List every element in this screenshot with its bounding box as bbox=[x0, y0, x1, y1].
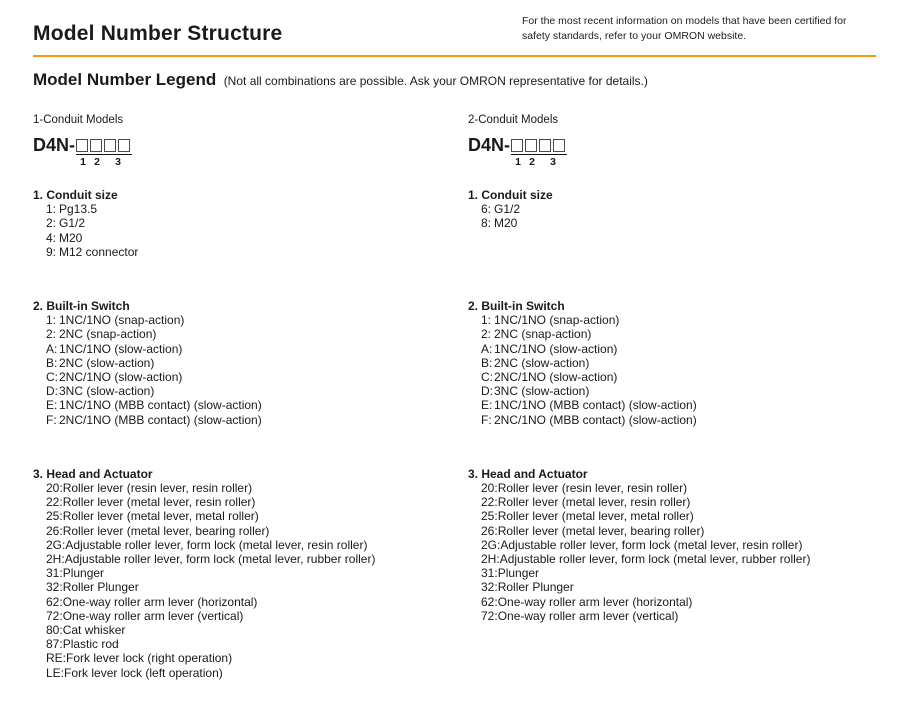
legend-item bbox=[468, 538, 876, 552]
item-desc: 1NC/1NO (slow-action) bbox=[59, 341, 183, 356]
section-title: 3. Head and Actuator bbox=[468, 466, 588, 481]
legend-item bbox=[33, 637, 468, 651]
item-desc: 3NC (slow-action) bbox=[59, 384, 155, 399]
model-block bbox=[468, 114, 876, 168]
page-header bbox=[33, 12, 876, 57]
item-code: RE: bbox=[46, 651, 67, 666]
item-desc: Adjustable roller lever, form lock (metal lever, rubber roller) bbox=[499, 552, 811, 567]
item-code: 62: bbox=[481, 594, 498, 609]
item-desc: Roller lever (metal lever, metal roller) bbox=[497, 509, 694, 524]
item-desc: Roller lever (metal lever, resin roller) bbox=[62, 495, 256, 510]
item-code: 32: bbox=[46, 580, 63, 595]
model-block bbox=[33, 114, 468, 168]
item-desc: 2NC (snap-action) bbox=[494, 327, 592, 342]
item-desc: Roller lever (metal lever, bearing roller) bbox=[497, 523, 705, 538]
page-title: Model Number Structure bbox=[33, 22, 283, 45]
item-code: 2: bbox=[481, 327, 492, 342]
legend-section-3 bbox=[468, 467, 876, 680]
item-desc: 2NC (snap-action) bbox=[59, 327, 157, 342]
legend-item bbox=[468, 595, 876, 609]
legend-item bbox=[33, 481, 468, 495]
item-code: 2H: bbox=[46, 552, 65, 567]
item-desc: Plunger bbox=[62, 566, 105, 581]
legend-item bbox=[33, 524, 468, 538]
legend-heading bbox=[33, 70, 876, 90]
item-code: 8: bbox=[481, 216, 492, 231]
item-code: A: bbox=[46, 341, 58, 356]
legend-section-3 bbox=[33, 467, 468, 680]
item-desc: Cat whisker bbox=[62, 623, 126, 638]
legend-item bbox=[33, 313, 468, 327]
legend-item bbox=[33, 509, 468, 523]
legend-item bbox=[33, 552, 468, 566]
item-code: 62: bbox=[46, 594, 63, 609]
item-code: 26: bbox=[46, 523, 63, 538]
model-digit-labels bbox=[76, 156, 132, 168]
item-code: 20: bbox=[481, 481, 498, 496]
model-type-label: 1-Conduit Models bbox=[33, 114, 124, 126]
header-note: For the most recent information on models that have been certified for safety standards, refer to your OMRON website. bbox=[522, 15, 847, 42]
model-digit-box bbox=[553, 139, 565, 152]
legend-item bbox=[468, 609, 876, 623]
legend-item bbox=[468, 481, 876, 495]
item-desc: Fork lever lock (left operation) bbox=[64, 665, 223, 680]
model-digit-box bbox=[76, 139, 88, 152]
item-code: 22: bbox=[46, 495, 63, 510]
item-desc: 2NC/1NO (MBB contact) (slow-action) bbox=[59, 412, 262, 427]
model-prefix: D4N- bbox=[468, 135, 511, 155]
legend-section-1 bbox=[33, 188, 468, 259]
item-code: 4: bbox=[46, 230, 57, 245]
legend-item bbox=[33, 231, 468, 245]
item-code: 1: bbox=[46, 202, 57, 217]
item-desc: Roller lever (resin lever, resin roller) bbox=[497, 481, 688, 496]
item-code: 31: bbox=[46, 566, 63, 581]
section-title: 1. Conduit size bbox=[33, 188, 118, 202]
item-desc: 1NC/1NO (MBB contact) (slow-action) bbox=[494, 398, 697, 413]
legend-item bbox=[33, 595, 468, 609]
item-desc: G1/2 bbox=[59, 216, 86, 231]
item-code: B: bbox=[46, 355, 58, 370]
item-desc: One-way roller arm lever (vertical) bbox=[62, 608, 244, 623]
legend-item bbox=[33, 666, 468, 680]
item-code: 25: bbox=[481, 509, 498, 524]
item-desc: 3NC (slow-action) bbox=[494, 384, 590, 399]
model-digit-boxes bbox=[511, 139, 567, 155]
diagram-spacer bbox=[33, 167, 76, 168]
diagram-spacer bbox=[468, 167, 511, 168]
item-desc: M12 connector bbox=[59, 244, 139, 259]
legend-item bbox=[33, 245, 468, 259]
legend-item bbox=[468, 552, 876, 566]
legend-item bbox=[468, 495, 876, 509]
item-desc: Adjustable roller lever, form lock (metal lever, resin roller) bbox=[65, 537, 368, 552]
item-desc: 1NC/1NO (MBB contact) (slow-action) bbox=[59, 398, 262, 413]
item-desc: 2NC/1NO (slow-action) bbox=[59, 370, 183, 385]
legend-item bbox=[468, 342, 876, 356]
item-desc: Adjustable roller lever, form lock (metal lever, resin roller) bbox=[500, 537, 803, 552]
section-title: 1. Conduit size bbox=[468, 188, 553, 202]
item-desc: M20 bbox=[59, 230, 83, 245]
item-desc: Adjustable roller lever, form lock (metal lever, rubber roller) bbox=[64, 552, 376, 567]
legend-item bbox=[468, 370, 876, 384]
item-desc: 1NC/1NO (snap-action) bbox=[494, 313, 620, 328]
legend-item bbox=[468, 524, 876, 538]
legend-item bbox=[33, 623, 468, 637]
item-code: 2G: bbox=[46, 537, 66, 552]
item-desc: Plunger bbox=[497, 566, 540, 581]
item-desc: One-way roller arm lever (horizontal) bbox=[497, 594, 693, 609]
item-desc: Roller Plunger bbox=[62, 580, 139, 595]
legend-item bbox=[468, 216, 876, 230]
item-desc: Roller lever (metal lever, metal roller) bbox=[62, 509, 259, 524]
item-code: 2: bbox=[46, 216, 57, 231]
model-number-diagram bbox=[468, 135, 567, 168]
legend-item bbox=[468, 566, 876, 580]
model-digit-boxes bbox=[76, 139, 132, 155]
legend-item bbox=[33, 413, 468, 427]
item-code: A: bbox=[481, 341, 493, 356]
legend-title: Model Number Legend bbox=[33, 70, 217, 89]
legend-item bbox=[468, 202, 876, 216]
model-digit-labels bbox=[511, 156, 567, 168]
item-desc: Pg13.5 bbox=[59, 202, 98, 217]
item-desc: One-way roller arm lever (vertical) bbox=[497, 608, 679, 623]
item-code: 22: bbox=[481, 495, 498, 510]
legend-item bbox=[33, 538, 468, 552]
item-code: E: bbox=[46, 398, 58, 413]
legend-section-2 bbox=[33, 299, 468, 427]
digit-label: 2 bbox=[529, 156, 535, 168]
section-title: 2. Built-in Switch bbox=[468, 299, 565, 314]
item-code: 31: bbox=[481, 566, 498, 581]
model-digit-box bbox=[118, 139, 130, 152]
item-desc: 2NC/1NO (MBB contact) (slow-action) bbox=[494, 412, 697, 427]
legend-subtitle: (Not all combinations are possible. Ask your OMRON representative for details.) bbox=[223, 74, 648, 88]
item-desc: 2NC/1NO (slow-action) bbox=[494, 370, 618, 385]
item-code: C: bbox=[481, 370, 493, 385]
item-code: F: bbox=[481, 412, 492, 427]
legend-item bbox=[33, 216, 468, 230]
legend-item bbox=[468, 398, 876, 412]
digit-label: 3 bbox=[550, 156, 556, 168]
legend-item bbox=[33, 356, 468, 370]
item-code: F: bbox=[46, 412, 57, 427]
item-code: 1: bbox=[46, 313, 57, 328]
legend-item bbox=[468, 580, 876, 594]
model-number-diagram bbox=[33, 135, 132, 168]
legend-item bbox=[33, 651, 468, 665]
item-code: D: bbox=[46, 384, 58, 399]
item-desc: G1/2 bbox=[494, 202, 521, 217]
model-digit-box bbox=[90, 139, 102, 152]
legend-section-1 bbox=[468, 188, 876, 259]
digit-label: 1 bbox=[80, 156, 86, 168]
digit-label: 1 bbox=[515, 156, 521, 168]
legend-item bbox=[33, 342, 468, 356]
digit-label: 2 bbox=[94, 156, 100, 168]
legend-item bbox=[468, 356, 876, 370]
model-digit-box bbox=[511, 139, 523, 152]
item-code: 72: bbox=[46, 608, 63, 623]
legend-item bbox=[33, 566, 468, 580]
legend-section-2 bbox=[468, 299, 876, 427]
item-code: 2G: bbox=[481, 537, 501, 552]
legend-item bbox=[33, 495, 468, 509]
legend-item bbox=[33, 327, 468, 341]
section-title: 2. Built-in Switch bbox=[33, 299, 130, 314]
item-code: 6: bbox=[481, 202, 492, 217]
item-code: 26: bbox=[481, 523, 498, 538]
model-type-label: 2-Conduit Models bbox=[468, 114, 559, 126]
item-desc: 1NC/1NO (slow-action) bbox=[494, 341, 618, 356]
legend-item bbox=[468, 413, 876, 427]
item-desc: 2NC (slow-action) bbox=[494, 355, 590, 370]
item-desc: Fork lever lock (right operation) bbox=[66, 651, 233, 666]
model-digit-box bbox=[525, 139, 537, 152]
item-desc: Roller lever (metal lever, bearing roller) bbox=[62, 523, 270, 538]
legend-item bbox=[33, 609, 468, 623]
item-code: 2: bbox=[46, 327, 57, 342]
digit-label: 3 bbox=[115, 156, 121, 168]
legend-item bbox=[468, 384, 876, 398]
legend-item bbox=[33, 370, 468, 384]
item-code: 1: bbox=[481, 313, 492, 328]
item-code: 72: bbox=[481, 608, 498, 623]
item-desc: Roller Plunger bbox=[497, 580, 574, 595]
item-code: 20: bbox=[46, 481, 63, 496]
legend-item bbox=[33, 202, 468, 216]
item-code: C: bbox=[46, 370, 58, 385]
item-desc: Roller lever (resin lever, resin roller) bbox=[62, 481, 253, 496]
legend-item bbox=[468, 509, 876, 523]
legend-columns bbox=[33, 114, 876, 720]
item-code: 80: bbox=[46, 623, 63, 638]
item-desc: Roller lever (metal lever, resin roller) bbox=[497, 495, 691, 510]
item-code: 9: bbox=[46, 244, 57, 259]
item-code: B: bbox=[481, 355, 493, 370]
item-code: LE: bbox=[46, 665, 65, 680]
legend-item bbox=[33, 398, 468, 412]
item-code: 2H: bbox=[481, 552, 500, 567]
item-desc: M20 bbox=[494, 216, 518, 231]
item-code: 25: bbox=[46, 509, 63, 524]
model-digit-box bbox=[539, 139, 551, 152]
item-desc: 1NC/1NO (snap-action) bbox=[59, 313, 185, 328]
model-prefix: D4N- bbox=[33, 135, 76, 155]
item-code: D: bbox=[481, 384, 493, 399]
legend-item bbox=[468, 313, 876, 327]
legend-item bbox=[33, 384, 468, 398]
item-code: E: bbox=[481, 398, 493, 413]
model-digit-box bbox=[104, 139, 116, 152]
legend-item bbox=[33, 580, 468, 594]
item-code: 32: bbox=[481, 580, 498, 595]
item-code: 87: bbox=[46, 637, 63, 652]
section-title: 3. Head and Actuator bbox=[33, 466, 153, 481]
item-desc: One-way roller arm lever (horizontal) bbox=[62, 594, 258, 609]
item-desc: Plastic rod bbox=[62, 637, 119, 652]
legend-item bbox=[468, 327, 876, 341]
item-desc: 2NC (slow-action) bbox=[59, 355, 155, 370]
